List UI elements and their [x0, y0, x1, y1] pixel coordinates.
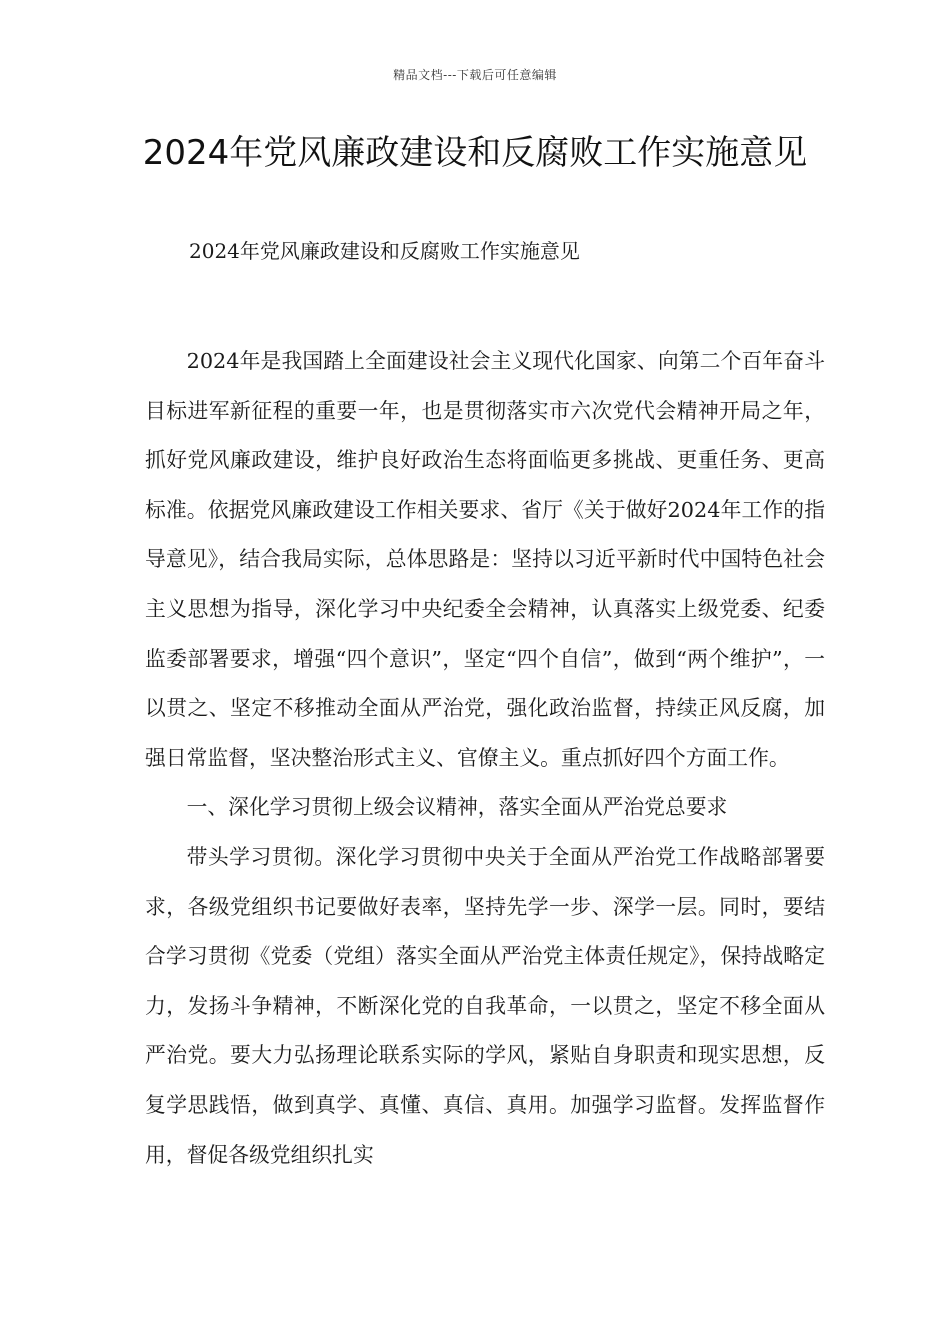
paragraph-section-1: 带头学习贯彻。深化学习贯彻中央关于全面从严治党工作战略部署要求，各级党组织书记要做好表率，坚持先学一步、深学一层。同时，要结合学习贯彻《党委（党组）落实全面从严治党主体责任规定》，保持战略定力，发扬斗争精神，不断深化党的自我革命，一以贯之，坚定不移全面从严治党。要大力弘扬理论联系实际的学风，紧贴自身职责和现实思想，反复学思践悟，做到真学、真懂、真信、真用。加强学习监督。发挥监督作用，督促各级党组织扎实 — [145, 844, 825, 1167]
section-heading-1: 一、深化学习贯彻上级会议精神，落实全面从严治党总要求 — [186, 795, 728, 820]
document-body — [145, 337, 825, 1180]
header-note: 精品文档---下载后可任意编辑 — [393, 68, 557, 82]
document-title: 2024年党风廉政建设和反腐败工作实施意见 — [142, 133, 808, 173]
document-subtitle: 2024年党风廉政建设和反腐败工作实施意见 — [189, 239, 580, 263]
paragraph-intro: 2024年是我国踏上全面建设社会主义现代化国家、向第二个百年奋斗目标进军新征程的重要一年，也是贯彻落实市六次党代会精神开局之年，抓好党风廉政建设，维护良好政治生态将面临更多挑战、更重任务、更高标准。依据党风廉政建设工作相关要求、省厅《关于做好2024年工作的指导意见》，结合我局实际，总体思路是：坚持以习近平新时代中国特色社会主义思想为指导，深化学习中央纪委全会精神，认真落实上级党委、纪委监委部署要求，增强“四个意识”，坚定“四个自信”，做到“两个维护”，一以贯之、坚定不移推动全面从严治党，强化政治监督，持续正风反腐，加强日常监督，坚决整治形式主义、官僚主义。重点抓好四个方面工作。 — [145, 349, 825, 770]
